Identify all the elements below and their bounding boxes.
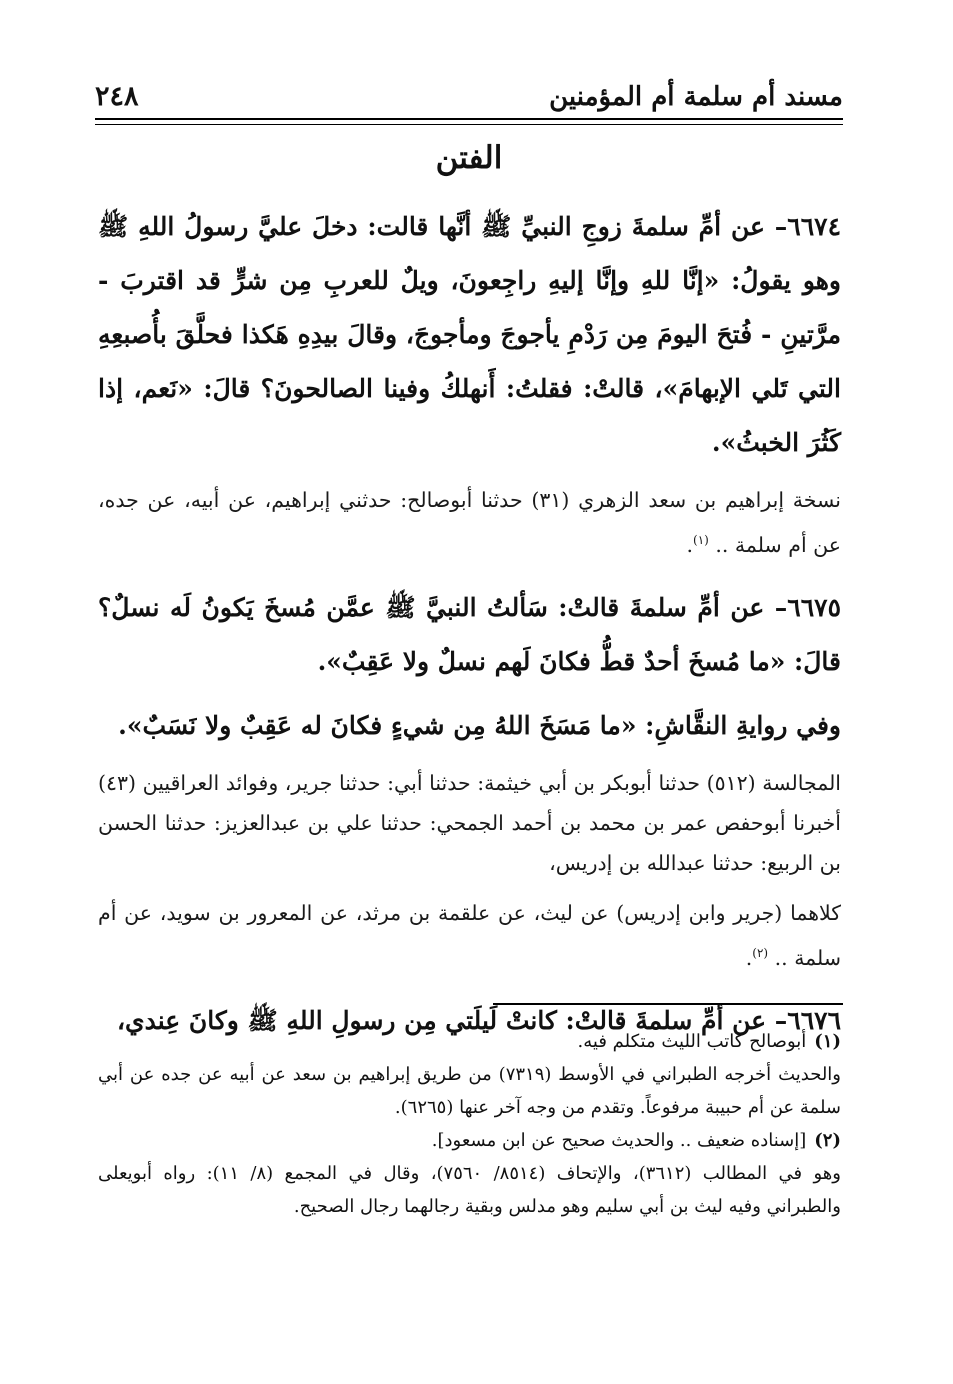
hadith-text: – عن أمِّ سلمةَ قالتْ: كانتْ لَيلَتي مِن رسولِ اللهِ ﷺ وكانَ عِندي، — [116, 1005, 788, 1035]
footnote: (٢)[إسناده ضعيف .. والحديث صحيح عن ابن مسعود]. — [431, 1130, 841, 1151]
hadith-6675 — [98, 581, 841, 689]
running-title: مسند أم سلمة أم المؤمنين — [549, 82, 843, 112]
header-rule — [95, 118, 843, 120]
footnote-mark: (١) — [814, 1031, 841, 1052]
footnotes — [98, 1025, 841, 1223]
section-title: الفتن — [435, 140, 503, 176]
footnote-continuation: وهو في المطالب (٣٦١٢)، والإتحاف (٨٥١٤/ ٧٥٦٠)، وقال في المجمع (٨/ ١١): رواه أبويعلى والطبراني وفيه ليث بن أبي سليم وهو مدلس وبقية رجالهما رجال الصحيح. — [98, 1163, 841, 1217]
footnote: (١)أبوصالح كاتب الليث متكلم فيه. — [577, 1031, 841, 1052]
footnote-ref: (١) — [693, 533, 709, 547]
hadith-text: – عن أمِّ سلمةَ قالتْ: سَألتُ النبيَّ ﷺ عمَّن مُسخَ يَكونُ لَه نسلٌ؟ قالَ: «ما مُسخَ أحدٌ قطُّ فكانَ لَهم نسلٌ ولا عَقِبٌ». — [98, 592, 841, 676]
footnote-mark: (٢) — [814, 1130, 841, 1151]
hadith-6674 — [98, 200, 841, 470]
footnote-continuation: والحديث أخرجه الطبراني في الأوسط (٧٣١٩) من طريق إبراهيم بن سعد عن أبيه عن جده عن أبي سلمة عن أم حبيبة مرفوعاً. وتقدم من وجه آخر عنها (٦٢٦٥). — [98, 1064, 841, 1118]
header-rule-thin — [95, 124, 843, 125]
hadith-source: كلاهما (جرير وابن إدريس) عن ليث، عن علقمة بن مرثد، عن المعرور بن سويد، عن أم سلمة .. $^{(٢)}$. — [98, 900, 841, 970]
hadith-variant: وفي روايةِ النقَّاشِ: «ما مَسَخَ اللهُ مِن شيءٍ فكانَ له عَقِبٌ ولا نَسَبٌ». — [118, 710, 841, 740]
hadith-number: ٦٦٧٥ — [787, 592, 841, 622]
hadith-text: – عن أمِّ سلمةَ زوجِ النبيِّ ﷺ أنَّها قالت: دخلَ عليَّ رسولُ اللهِ ﷺ وهو يقولُ: «إنَّا للهِ وإنَّا إليهِ راجِعونَ، ويلٌ للعربِ مِن شرٍّ قد اقتربَ - مرَّتينِ - فُتحَ اليومَ مِن رَدْمِ يأجوجَ ومأجوجَ، وقالَ بيدِهِ هَكذا فحلَّقَ بأُصبعِهِ التي تَلي الإبهامَ»، قالتْ: فقلتُ: أَنهلكُ وفينا الصالحونَ؟ قالَ: «نَعم، إذا كَثُرَ الخبثُ». — [98, 212, 841, 457]
footnote-ref: (٢) — [752, 945, 769, 960]
hadith-number: ٦٦٧٦ — [787, 1005, 841, 1035]
main-text — [98, 200, 841, 1048]
page-number: ٢٤٨ — [95, 81, 139, 112]
footnote-separator — [493, 1003, 843, 1005]
hadith-source: المجالسة (٥١٢) حدثنا أبوبكر بن أبي خيثمة: حدثنا أبي: حدثنا جرير، وفوائد العراقيين (٤٣) أخبرنا أبوحفص عمر بن محمد بن أحمد الجمحي: حدثنا علي بن عبدالعزيز: حدثنا الحسن بن الربيع: حدثنا عبدالله بن إدريس، — [98, 770, 842, 875]
hadith-source: نسخة إبراهيم بن سعد الزهري (٣١) حدثنا أبوصالح: حدثني إبراهيم، عن أبيه، عن جده، عن أم سلمة .. $^{(١)}$. — [98, 488, 841, 557]
page-header — [95, 66, 843, 116]
hadith-number: ٦٦٧٤ — [787, 212, 841, 241]
